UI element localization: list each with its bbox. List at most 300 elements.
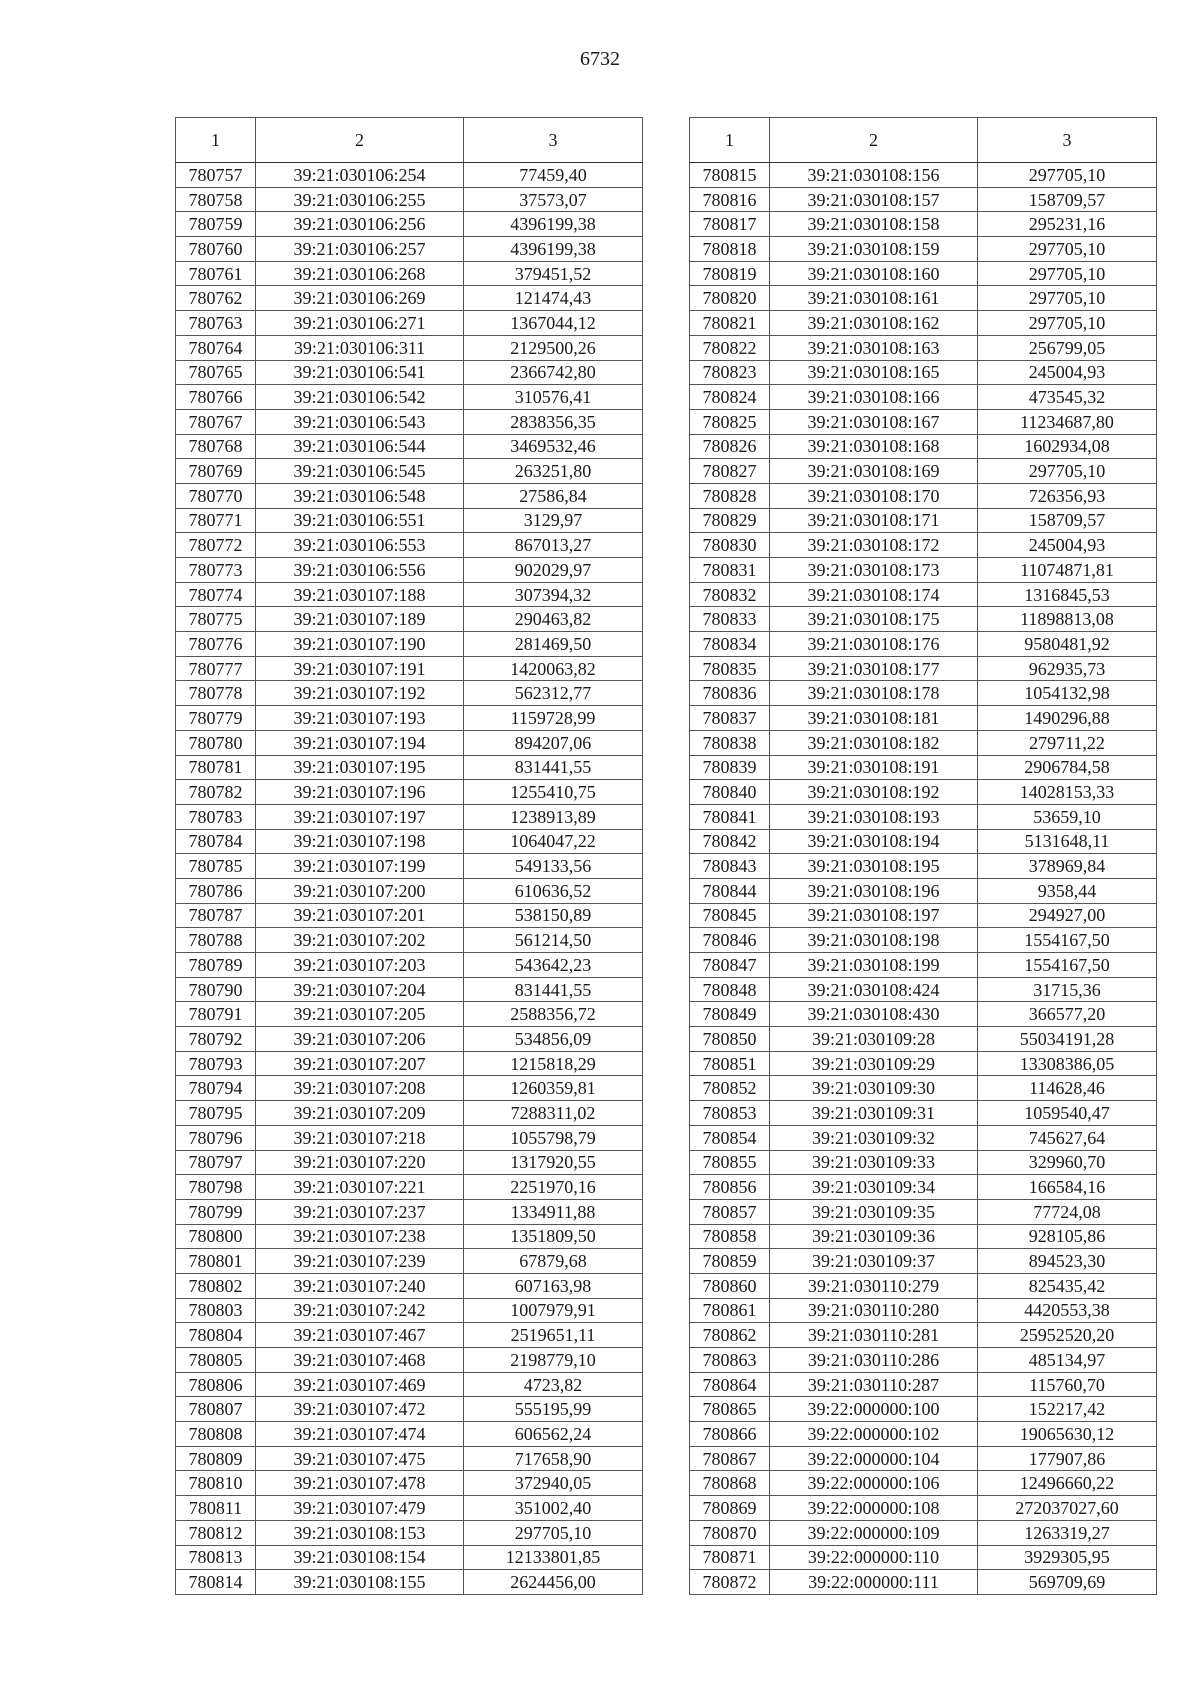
cadastral-number-cell: 39:21:030107:240 (256, 1273, 464, 1298)
cadastral-number-cell: 39:21:030108:197 (770, 903, 978, 928)
cadastral-number-cell: 39:21:030107:188 (256, 582, 464, 607)
row-number-cell: 780803 (176, 1298, 256, 1323)
cadastral-number-cell: 39:21:030107:239 (256, 1249, 464, 1274)
table-row (690, 878, 1157, 903)
value-cell: 152217,42 (978, 1397, 1157, 1422)
row-number-cell: 780823 (690, 360, 770, 385)
table-row (690, 1570, 1157, 1595)
cadastral-number-cell: 39:21:030108:430 (770, 1002, 978, 1027)
row-number-cell: 780781 (176, 755, 256, 780)
table-row (690, 656, 1157, 681)
value-cell: 1554167,50 (978, 928, 1157, 953)
cadastral-number-cell: 39:21:030106:271 (256, 311, 464, 336)
value-cell: 1263319,27 (978, 1520, 1157, 1545)
cadastral-number-cell: 39:21:030108:154 (256, 1545, 464, 1570)
value-cell: 2198779,10 (464, 1348, 643, 1373)
column-header-1: 1 (176, 118, 256, 163)
table-row (176, 508, 643, 533)
table-row (690, 755, 1157, 780)
value-cell: 894207,06 (464, 730, 643, 755)
table-row (176, 558, 643, 583)
table-row (690, 1520, 1157, 1545)
cadastral-number-cell: 39:21:030107:475 (256, 1446, 464, 1471)
value-cell: 962935,73 (978, 656, 1157, 681)
cadastral-number-cell: 39:21:030107:208 (256, 1076, 464, 1101)
cadastral-number-cell: 39:21:030109:34 (770, 1175, 978, 1200)
cadastral-number-cell: 39:21:030107:201 (256, 903, 464, 928)
table-row (176, 1027, 643, 1052)
cadastral-number-cell: 39:21:030110:286 (770, 1348, 978, 1373)
row-number-cell: 780828 (690, 483, 770, 508)
value-cell: 2366742,80 (464, 360, 643, 385)
header-row (176, 118, 643, 163)
value-cell: 1260359,81 (464, 1076, 643, 1101)
table-row (690, 829, 1157, 854)
row-number-cell: 780769 (176, 459, 256, 484)
cadastral-number-cell: 39:21:030108:153 (256, 1520, 464, 1545)
cadastral-number-cell: 39:22:000000:104 (770, 1446, 978, 1471)
row-number-cell: 780774 (176, 582, 256, 607)
cadastral-number-cell: 39:21:030107:218 (256, 1125, 464, 1150)
value-cell: 1059540,47 (978, 1101, 1157, 1126)
cadastral-number-cell: 39:21:030107:221 (256, 1175, 464, 1200)
table-row (690, 533, 1157, 558)
value-cell: 121474,43 (464, 286, 643, 311)
cadastral-number-cell: 39:21:030110:280 (770, 1298, 978, 1323)
value-cell: 538150,89 (464, 903, 643, 928)
cadastral-number-cell: 39:21:030108:167 (770, 409, 978, 434)
cadastral-number-cell: 39:21:030108:175 (770, 607, 978, 632)
row-number-cell: 780786 (176, 878, 256, 903)
row-number-cell: 780790 (176, 977, 256, 1002)
column-header-3: 3 (978, 118, 1157, 163)
cadastral-number-cell: 39:21:030108:424 (770, 977, 978, 1002)
table-row (176, 1051, 643, 1076)
cadastral-number-cell: 39:21:030106:269 (256, 286, 464, 311)
row-number-cell: 780853 (690, 1101, 770, 1126)
cadastral-number-cell: 39:21:030110:287 (770, 1372, 978, 1397)
table-row (690, 903, 1157, 928)
table-row (176, 360, 643, 385)
table-row (176, 878, 643, 903)
cadastral-number-cell: 39:21:030108:174 (770, 582, 978, 607)
value-cell: 245004,93 (978, 360, 1157, 385)
value-cell: 67879,68 (464, 1249, 643, 1274)
table-row (690, 1101, 1157, 1126)
table-row (690, 1372, 1157, 1397)
cadastral-number-cell: 39:21:030107:195 (256, 755, 464, 780)
value-cell: 37573,07 (464, 187, 643, 212)
cadastral-number-cell: 39:21:030108:172 (770, 533, 978, 558)
value-cell: 310576,41 (464, 385, 643, 410)
cadastral-number-cell: 39:21:030107:238 (256, 1224, 464, 1249)
row-number-cell: 780760 (176, 237, 256, 262)
table-row (690, 311, 1157, 336)
table-row (690, 1273, 1157, 1298)
row-number-cell: 780847 (690, 953, 770, 978)
table-row (176, 335, 643, 360)
value-cell: 1238913,89 (464, 804, 643, 829)
table-row (690, 385, 1157, 410)
row-number-cell: 780825 (690, 409, 770, 434)
value-cell: 297705,10 (978, 286, 1157, 311)
cadastral-number-cell: 39:21:030107:193 (256, 706, 464, 731)
value-cell: 245004,93 (978, 533, 1157, 558)
cadastral-number-cell: 39:21:030107:237 (256, 1199, 464, 1224)
row-number-cell: 780768 (176, 434, 256, 459)
row-number-cell: 780835 (690, 656, 770, 681)
value-cell: 9580481,92 (978, 632, 1157, 657)
row-number-cell: 780766 (176, 385, 256, 410)
cadastral-number-cell: 39:21:030107:205 (256, 1002, 464, 1027)
cadastral-number-cell: 39:21:030108:199 (770, 953, 978, 978)
cadastral-number-cell: 39:21:030108:196 (770, 878, 978, 903)
table-row (690, 1545, 1157, 1570)
table-row (176, 311, 643, 336)
value-cell: 11898813,08 (978, 607, 1157, 632)
cadastral-number-cell: 39:21:030109:31 (770, 1101, 978, 1126)
table-row (176, 1002, 643, 1027)
row-number-cell: 780759 (176, 212, 256, 237)
cadastral-number-cell: 39:21:030107:198 (256, 829, 464, 854)
value-cell: 543642,23 (464, 953, 643, 978)
table-row (176, 187, 643, 212)
table-row (176, 953, 643, 978)
cadastral-number-cell: 39:21:030108:194 (770, 829, 978, 854)
row-number-cell: 780814 (176, 1570, 256, 1595)
row-number-cell: 780830 (690, 533, 770, 558)
row-number-cell: 780867 (690, 1446, 770, 1471)
value-cell: 1490296,88 (978, 706, 1157, 731)
row-number-cell: 780807 (176, 1397, 256, 1422)
value-cell: 831441,55 (464, 977, 643, 1002)
row-number-cell: 780805 (176, 1348, 256, 1373)
cadastral-number-cell: 39:21:030107:206 (256, 1027, 464, 1052)
table-right (689, 117, 1157, 1595)
value-cell: 378969,84 (978, 854, 1157, 879)
value-cell: 297705,10 (978, 237, 1157, 262)
row-number-cell: 780800 (176, 1224, 256, 1249)
value-cell: 825435,42 (978, 1273, 1157, 1298)
cadastral-number-cell: 39:21:030108:177 (770, 656, 978, 681)
cadastral-number-cell: 39:21:030106:556 (256, 558, 464, 583)
value-cell: 158709,57 (978, 508, 1157, 533)
table-row (690, 1422, 1157, 1447)
value-cell: 1007979,91 (464, 1298, 643, 1323)
table-row (690, 237, 1157, 262)
table-body-left (176, 163, 643, 1595)
cadastral-number-cell: 39:21:030108:181 (770, 706, 978, 731)
table-row (690, 335, 1157, 360)
table-row (176, 163, 643, 188)
row-number-cell: 780862 (690, 1323, 770, 1348)
cadastral-number-cell: 39:21:030109:29 (770, 1051, 978, 1076)
row-number-cell: 780846 (690, 928, 770, 953)
cadastral-number-cell: 39:21:030109:30 (770, 1076, 978, 1101)
table-row (176, 977, 643, 1002)
cadastral-number-cell: 39:21:030108:160 (770, 261, 978, 286)
row-number-cell: 780810 (176, 1471, 256, 1496)
table-row (176, 829, 643, 854)
value-cell: 1215818,29 (464, 1051, 643, 1076)
value-cell: 12133801,85 (464, 1545, 643, 1570)
table-row (176, 1545, 643, 1570)
row-number-cell: 780863 (690, 1348, 770, 1373)
cadastral-number-cell: 39:21:030108:191 (770, 755, 978, 780)
row-number-cell: 780801 (176, 1249, 256, 1274)
value-cell: 9358,44 (978, 878, 1157, 903)
value-cell: 281469,50 (464, 632, 643, 657)
row-number-cell: 780808 (176, 1422, 256, 1447)
value-cell: 297705,10 (978, 261, 1157, 286)
row-number-cell: 780762 (176, 286, 256, 311)
row-number-cell: 780850 (690, 1027, 770, 1052)
row-number-cell: 780817 (690, 212, 770, 237)
value-cell: 1255410,75 (464, 780, 643, 805)
row-number-cell: 780773 (176, 558, 256, 583)
cadastral-number-cell: 39:21:030107:191 (256, 656, 464, 681)
value-cell: 12496660,22 (978, 1471, 1157, 1496)
row-number-cell: 780861 (690, 1298, 770, 1323)
value-cell: 928105,86 (978, 1224, 1157, 1249)
table-row (176, 1298, 643, 1323)
table-row (690, 1496, 1157, 1521)
value-cell: 297705,10 (978, 459, 1157, 484)
value-cell: 14028153,33 (978, 780, 1157, 805)
table-row (176, 656, 643, 681)
page-number: 6732 (580, 48, 620, 70)
column-header-1: 1 (690, 118, 770, 163)
value-cell: 351002,40 (464, 1496, 643, 1521)
value-cell: 894523,30 (978, 1249, 1157, 1274)
table-row (690, 1002, 1157, 1027)
value-cell: 13308386,05 (978, 1051, 1157, 1076)
table-row (176, 632, 643, 657)
cadastral-number-cell: 39:21:030106:551 (256, 508, 464, 533)
cadastral-number-cell: 39:21:030108:157 (770, 187, 978, 212)
table-row (690, 632, 1157, 657)
table-row (176, 780, 643, 805)
cadastral-number-cell: 39:22:000000:100 (770, 1397, 978, 1422)
table-row (690, 681, 1157, 706)
table-row (690, 1298, 1157, 1323)
table-row (176, 212, 643, 237)
row-number-cell: 780827 (690, 459, 770, 484)
cadastral-number-cell: 39:21:030107:197 (256, 804, 464, 829)
value-cell: 31715,36 (978, 977, 1157, 1002)
cadastral-number-cell: 39:21:030106:255 (256, 187, 464, 212)
table-row (176, 607, 643, 632)
cadastral-number-cell: 39:21:030107:200 (256, 878, 464, 903)
row-number-cell: 780868 (690, 1471, 770, 1496)
cadastral-number-cell: 39:21:030106:553 (256, 533, 464, 558)
value-cell: 1602934,08 (978, 434, 1157, 459)
cadastral-number-cell: 39:21:030106:257 (256, 237, 464, 262)
row-number-cell: 780791 (176, 1002, 256, 1027)
cadastral-number-cell: 39:21:030107:207 (256, 1051, 464, 1076)
row-number-cell: 780834 (690, 632, 770, 657)
row-number-cell: 780812 (176, 1520, 256, 1545)
row-number-cell: 780858 (690, 1224, 770, 1249)
table-row (176, 1273, 643, 1298)
value-cell: 77459,40 (464, 163, 643, 188)
cadastral-number-cell: 39:21:030106:268 (256, 261, 464, 286)
row-number-cell: 780849 (690, 1002, 770, 1027)
table-row (176, 261, 643, 286)
value-cell: 485134,97 (978, 1348, 1157, 1373)
row-number-cell: 780870 (690, 1520, 770, 1545)
row-number-cell: 780757 (176, 163, 256, 188)
cadastral-number-cell: 39:21:030107:467 (256, 1323, 464, 1348)
row-number-cell: 780824 (690, 385, 770, 410)
value-cell: 279711,22 (978, 730, 1157, 755)
table-row (176, 1446, 643, 1471)
cadastral-number-cell: 39:21:030106:544 (256, 434, 464, 459)
value-cell: 158709,57 (978, 187, 1157, 212)
cadastral-number-cell: 39:21:030109:32 (770, 1125, 978, 1150)
cadastral-number-cell: 39:22:000000:106 (770, 1471, 978, 1496)
cadastral-number-cell: 39:21:030106:548 (256, 483, 464, 508)
value-cell: 4420553,38 (978, 1298, 1157, 1323)
cadastral-number-cell: 39:21:030108:156 (770, 163, 978, 188)
row-number-cell: 780840 (690, 780, 770, 805)
value-cell: 1334911,88 (464, 1199, 643, 1224)
cadastral-number-cell: 39:21:030108:158 (770, 212, 978, 237)
value-cell: 166584,16 (978, 1175, 1157, 1200)
table-row (176, 582, 643, 607)
row-number-cell: 780789 (176, 953, 256, 978)
table-row (690, 459, 1157, 484)
value-cell: 867013,27 (464, 533, 643, 558)
value-cell: 115760,70 (978, 1372, 1157, 1397)
row-number-cell: 780784 (176, 829, 256, 854)
row-number-cell: 780779 (176, 706, 256, 731)
value-cell: 1316845,53 (978, 582, 1157, 607)
table-row (176, 1175, 643, 1200)
value-cell: 5131648,11 (978, 829, 1157, 854)
table-row (690, 1397, 1157, 1422)
cadastral-number-cell: 39:21:030108:170 (770, 483, 978, 508)
row-number-cell: 780869 (690, 1496, 770, 1521)
table-row (176, 1372, 643, 1397)
table-row (690, 1224, 1157, 1249)
row-number-cell: 780763 (176, 311, 256, 336)
cadastral-number-cell: 39:21:030108:162 (770, 311, 978, 336)
value-cell: 297705,10 (978, 163, 1157, 188)
row-number-cell: 780851 (690, 1051, 770, 1076)
table-row (690, 953, 1157, 978)
cadastral-number-cell: 39:21:030108:193 (770, 804, 978, 829)
table-row (176, 1150, 643, 1175)
table-row (176, 1570, 643, 1595)
table-row (176, 1323, 643, 1348)
cadastral-number-cell: 39:21:030107:199 (256, 854, 464, 879)
table-row (690, 163, 1157, 188)
table-row (690, 1027, 1157, 1052)
row-number-cell: 780772 (176, 533, 256, 558)
table-row (176, 434, 643, 459)
row-number-cell: 780820 (690, 286, 770, 311)
row-number-cell: 780844 (690, 878, 770, 903)
row-number-cell: 780857 (690, 1199, 770, 1224)
cadastral-number-cell: 39:21:030107:479 (256, 1496, 464, 1521)
value-cell: 77724,08 (978, 1199, 1157, 1224)
table-row (176, 1520, 643, 1545)
value-cell: 1420063,82 (464, 656, 643, 681)
cadastral-number-cell: 39:21:030107:196 (256, 780, 464, 805)
row-number-cell: 780871 (690, 1545, 770, 1570)
cadastral-number-cell: 39:21:030108:161 (770, 286, 978, 311)
value-cell: 307394,32 (464, 582, 643, 607)
value-cell: 2588356,72 (464, 1002, 643, 1027)
value-cell: 561214,50 (464, 928, 643, 953)
table-row (176, 928, 643, 953)
value-cell: 372940,05 (464, 1471, 643, 1496)
row-number-cell: 780775 (176, 607, 256, 632)
row-number-cell: 780785 (176, 854, 256, 879)
row-number-cell: 780855 (690, 1150, 770, 1175)
value-cell: 610636,52 (464, 878, 643, 903)
row-number-cell: 780860 (690, 1273, 770, 1298)
row-number-cell: 780856 (690, 1175, 770, 1200)
cadastral-number-cell: 39:21:030109:37 (770, 1249, 978, 1274)
value-cell: 55034191,28 (978, 1027, 1157, 1052)
row-number-cell: 780813 (176, 1545, 256, 1570)
column-header-2: 2 (256, 118, 464, 163)
table-left (175, 117, 643, 1595)
row-number-cell: 780770 (176, 483, 256, 508)
row-number-cell: 780777 (176, 656, 256, 681)
cadastral-number-cell: 39:21:030110:279 (770, 1273, 978, 1298)
value-cell: 297705,10 (978, 311, 1157, 336)
cadastral-number-cell: 39:21:030107:209 (256, 1101, 464, 1126)
row-number-cell: 780843 (690, 854, 770, 879)
table-row (690, 1175, 1157, 1200)
row-number-cell: 780859 (690, 1249, 770, 1274)
value-cell: 256799,05 (978, 335, 1157, 360)
row-number-cell: 780831 (690, 558, 770, 583)
table-row (690, 1348, 1157, 1373)
row-number-cell: 780797 (176, 1150, 256, 1175)
table-row (690, 1150, 1157, 1175)
row-number-cell: 780848 (690, 977, 770, 1002)
value-cell: 11234687,80 (978, 409, 1157, 434)
table-body-right (690, 163, 1157, 1595)
table-row (176, 854, 643, 879)
row-number-cell: 780822 (690, 335, 770, 360)
value-cell: 177907,86 (978, 1446, 1157, 1471)
value-cell: 19065630,12 (978, 1422, 1157, 1447)
table-row (690, 854, 1157, 879)
cadastral-number-cell: 39:21:030108:165 (770, 360, 978, 385)
table-row (690, 558, 1157, 583)
cadastral-number-cell: 39:21:030107:474 (256, 1422, 464, 1447)
table-row (690, 409, 1157, 434)
row-number-cell: 780838 (690, 730, 770, 755)
column-header-3: 3 (464, 118, 643, 163)
row-number-cell: 780842 (690, 829, 770, 854)
cadastral-number-cell: 39:21:030107:192 (256, 681, 464, 706)
value-cell: 902029,97 (464, 558, 643, 583)
table-row (176, 1076, 643, 1101)
table-row (176, 1125, 643, 1150)
table-row (690, 286, 1157, 311)
value-cell: 562312,77 (464, 681, 643, 706)
value-cell: 1064047,22 (464, 829, 643, 854)
row-number-cell: 780764 (176, 335, 256, 360)
value-cell: 4723,82 (464, 1372, 643, 1397)
cadastral-number-cell: 39:21:030107:190 (256, 632, 464, 657)
